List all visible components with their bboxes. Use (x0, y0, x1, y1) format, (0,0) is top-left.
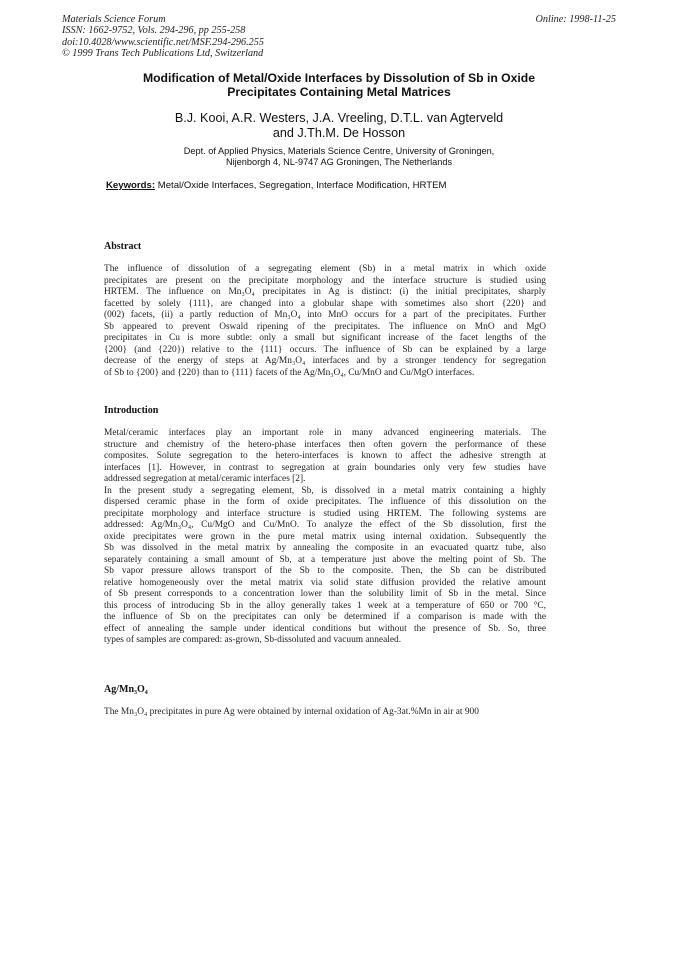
intro-line: precipitate morphology and interface structure is studied using HRTEM. The following systems are (104, 508, 546, 519)
online-date: Online: 1998-11-25 (535, 14, 616, 25)
abstract-line: Sb appeared to prevent Oswald ripening of the precipitates. The influence on MnO and MgO (104, 321, 546, 332)
journal-header (62, 14, 264, 59)
authors-line-1: B.J. Kooi, A.R. Westers, J.A. Vreeling, D.T.L. van Agterveld (174, 111, 504, 125)
intro-line: Sb vapor pressure allows transport of the Sb to the composite. Then, the Sb can be distributed (104, 566, 546, 576)
intro-line: dispersed ceramic phase in the form of oxide precipitates. The influence of this dissolution on the (104, 497, 546, 507)
abstract-line: (002) facets, (ii) a partly reduction of Mn₃O₄ into MnO occurs for a part of the precipitates. Further (104, 310, 546, 320)
paper-title (70, 71, 608, 99)
abstract-line: facetted by solely {111}, are changed into a globular shape with sometimes also short {220} and (104, 298, 546, 309)
section-ag-mn3o4-body (104, 707, 546, 719)
intro-line: structure and chemistry of the hetero-phase interfaces then often govern the performance of these (104, 439, 546, 450)
abstract-line: precipitates in Cu is more subtle: only a small but significant increase of the facet lengths of the (104, 333, 546, 343)
keywords-text: Metal/Oxide Interfaces, Segregation, Interface Modification, HRTEM (157, 180, 447, 191)
abstract-line: The influence of dissolution of a segregating element (Sb) in a metal matrix in which oxide (104, 264, 546, 274)
affiliation (120, 146, 558, 169)
intro-line: types of samples are compared: as-grown, Sb-dissoluted and vacuum annealed. (104, 635, 402, 645)
keywords-label: Keywords: (106, 180, 156, 191)
intro-line: Metal/ceramic interfaces play an important role in many advanced engineering materials. The (104, 428, 546, 438)
introduction-para-1 (104, 428, 546, 486)
intro-line: separately containing a small amount of Sb, at a temperature just above the melting point of Sb. The (104, 554, 546, 565)
abstract-line: {200} (and {220}) relative to the {111} occurs. The influence of Sb can be explained by a large (104, 344, 546, 355)
section-line: The Mn₃O₄ precipitates in pure Ag were obtained by internal oxidation of Ag-3at.%Mn in air at 900 (104, 707, 479, 717)
abstract-body (104, 264, 546, 379)
abstract-line: precipitates are present on the precipitate morphology and the interface structure is studied using (104, 275, 546, 286)
intro-line: addressed: Ag/Mn₃O₄, Cu/MgO and Cu/MnO. To analyze the effect of the Sb dissolution, first the (104, 520, 546, 530)
title-line-1: Modification of Metal/Oxide Interfaces by Dissolution of Sb in Oxide (142, 71, 536, 85)
abstract-line: of Sb to {200} and {220} than to {111} facets of the Ag/Mn₃O₄, Cu/MnO and Cu/MgO interfaces. (104, 367, 475, 378)
introduction-para-2 (104, 486, 546, 647)
intro-line: effect of annealing the sample under identical conditions but without the presence of Sb. So, three (104, 623, 546, 634)
section-ag-mn3o4-heading: Ag/Mn₃O₄ (104, 684, 148, 695)
intro-line: addressed segregation at metal/ceramic interfaces [2]. (104, 474, 306, 484)
journal-name: Materials Science Forum (62, 14, 166, 25)
intro-line: this process of introducing Sb in the alloy generally takes 1 week at a temperature of 650 or 700 °C, (104, 600, 546, 611)
intro-line: Sb was dissolved in the metal matrix by annealing the composite in an evacuated quartz tube, also (104, 543, 546, 553)
intro-line: of Sb present corresponds to a concentration lower than the solubility limit of Sb in the metal. Since (104, 589, 546, 599)
intro-line: composites. Solute segregation to the hetero-interfaces is known to affect the adhesive strength at (104, 451, 546, 461)
abstract-line: HRTEM. The influence on Mn₃O₄ precipitates in Ag is distinct: (i) the initial precipitates, sharply (104, 287, 546, 297)
intro-line: In the present study a segregating element, Sb, is dissolved in a metal matrix containing a highly (104, 485, 546, 496)
affiliation-line-1: Dept. of Applied Physics, Materials Science Centre, University of Groningen, (183, 146, 495, 156)
authors-line-2: and J.Th.M. De Hosson (272, 126, 406, 140)
intro-line: the influence of Sb on the precipitates can only be determined if a comparison is made with the (104, 612, 546, 622)
intro-line: relative homogeneously over the metal matrix via solid state diffusion provided the relative amount (104, 577, 546, 588)
introduction-heading: Introduction (104, 405, 159, 416)
abstract-heading: Abstract (104, 241, 142, 252)
issn-line: ISSN: 1662-9752, Vols. 294-296, pp 255-258 (62, 25, 246, 37)
keywords (106, 180, 447, 191)
author-list (90, 111, 588, 141)
copyright-line: © 1999 Trans Tech Publications Ltd, Switzerland (62, 47, 264, 59)
affiliation-line-2: Nijenborgh 4, NL-9747 AG Groningen, The Netherlands (225, 157, 453, 168)
intro-line: oxide precipitates were grown in the pure metal matrix using internal oxidation. Subsequently the (104, 531, 546, 542)
title-line-2: Precipitates Containing Metal Matrices (227, 85, 451, 99)
doi-line: doi:10.4028/www.scientific.net/MSF.294-296.255 (62, 36, 264, 48)
abstract-line: decrease of the energy of steps at Ag/Mn₃O₄ interfaces and by a stronger tendency for segregation (104, 356, 546, 366)
intro-line: interfaces [1]. However, in contrast to segregation at grain boundaries only very few studies have (104, 462, 546, 473)
